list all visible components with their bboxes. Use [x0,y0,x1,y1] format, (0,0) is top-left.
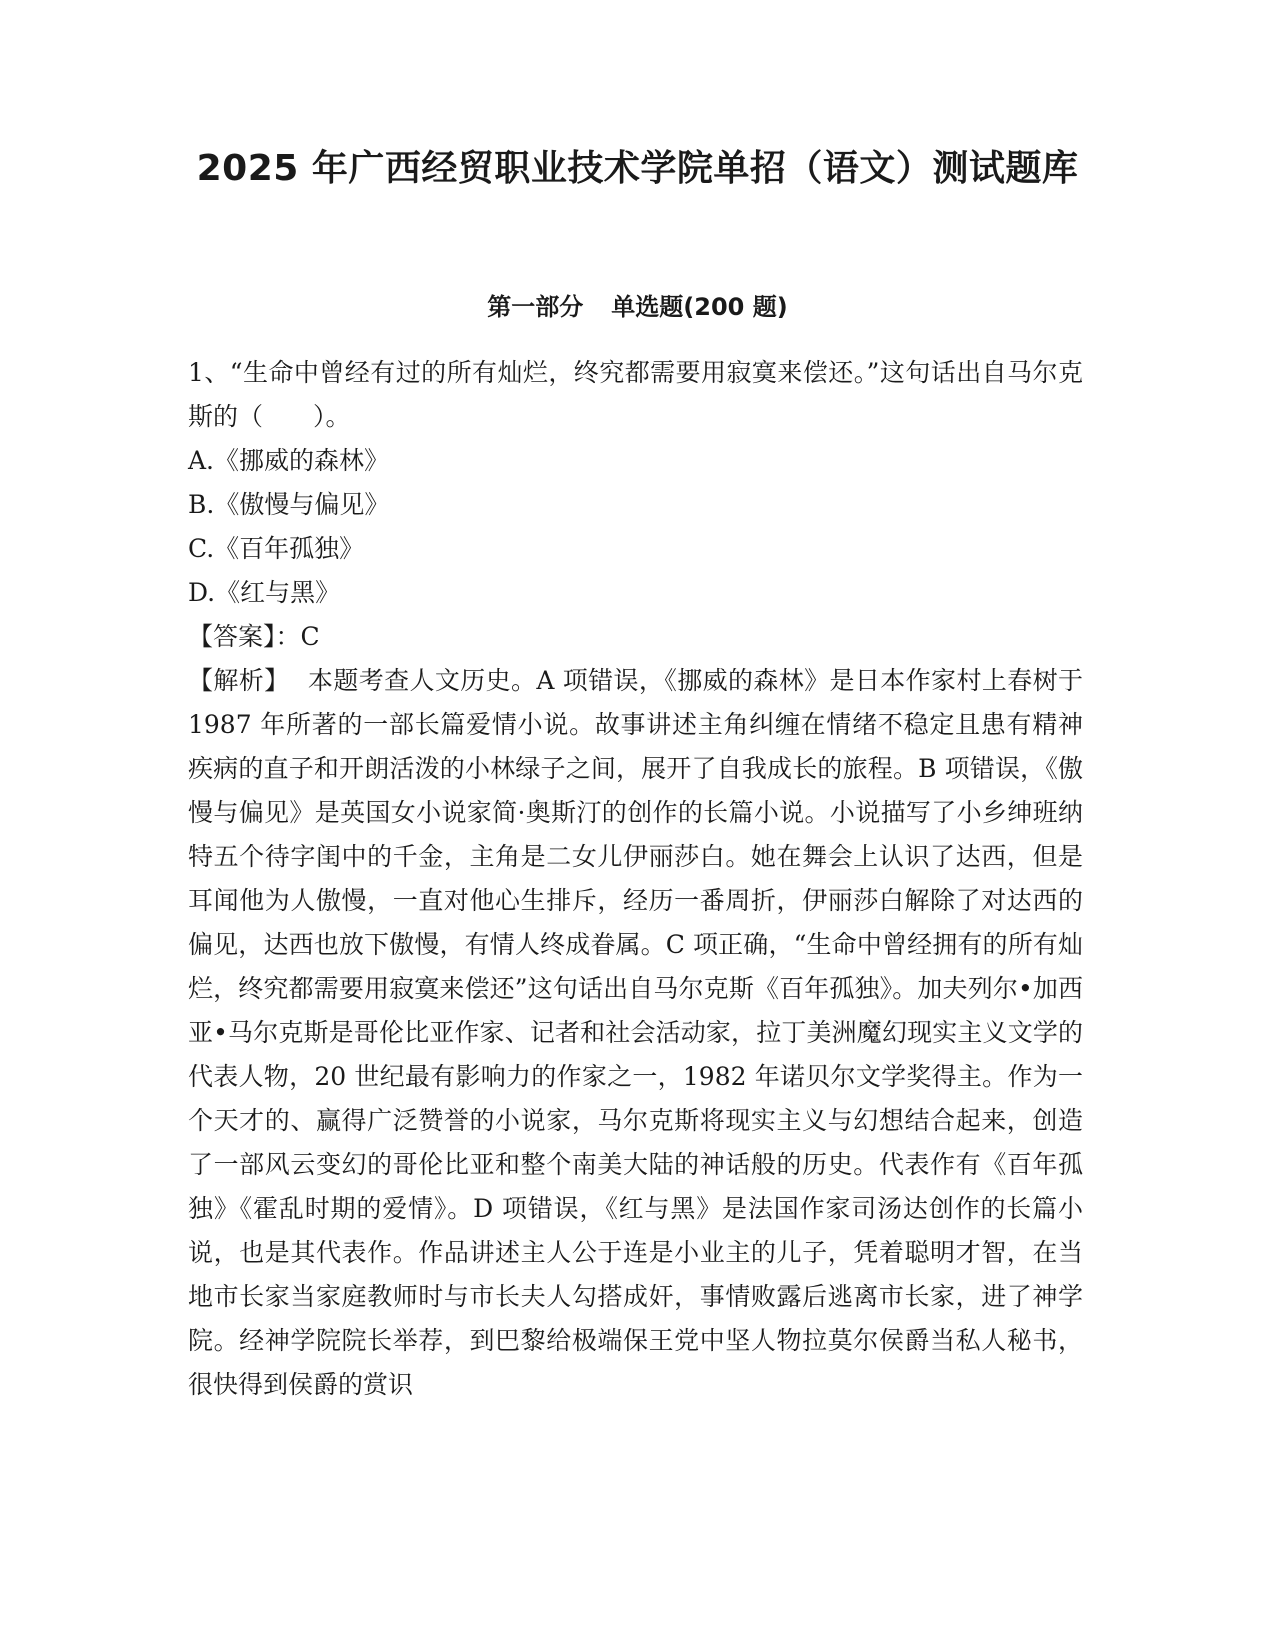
document-title: 2025 年广西经贸职业技术学院单招（语文）测试题库 [196,148,1079,189]
option-c: C.《百年孤独》 [188,534,365,563]
option-a: A.《挪威的森林》 [188,446,390,475]
analysis-label: 【解析】 [188,666,290,695]
analysis-text: 本题考查人文历史。A 项错误，《挪威的森林》是日本作家村上春树于 1987 年所著的一部长篇爱情小说。故事讲述主角纠缠在情绪不稳定且患有精神疾病的直子和开朗活泼的小林绿子之间，展开了自我成长的旅程。B 项错误，《傲慢与偏见》是英国女小说家简·奥斯汀的创作的长篇小说。小说描写了小乡绅班纳特五个待字闺中的千金，主角是二女儿伊丽莎白。她在舞会上认识了达西，但是耳闻他为人傲慢，一直对他心生排斥，经历一番周折，伊丽莎白解除了对达西的偏见，达西也放下傲慢，有情人终成眷属。C 项正确，“生命中曾经拥有的所有灿烂，终究都需要用寂寞来偿还”这句话出自马尔克斯《百年孤独》。加夫列尔•加西亚•马尔克斯是哥伦比亚作家、记者和社会活动家，拉丁美洲魔幻现实主义文学的代表人物，20 世纪最有影响力的作家之一，1982 年诺贝尔文学奖得主。作为一个天才的、赢得广泛赞誉的小说家，马尔克斯将现实主义与幻想结合起来，创造了一部风云变幻的哥伦比亚和整个南美大陆的神话般的历史。代表作有《百年孤独》《霍乱时期的爱情》。D 项错误，《红与黑》是法国作家司汤达创作的长篇小说，也是其代表作。作品讲述主人公于连是小业主的儿子，凭着聪明才智，在当地市长家当家庭教师时与市长夫人勾搭成奸，事情败露后逃离市长家，进了神学院。经神学院院长举荐，到巴黎给极端保王党中坚人物拉莫尔侯爵当私人秘书，很快得到侯爵的赏识 [188,666,1083,1399]
analysis-paragraph [188,659,1083,1407]
option-d: D.《红与黑》 [188,578,341,607]
question-stem: 1、“生命中曾经有过的所有灿烂，终究都需要用寂寞来偿还。”这句话出自马尔克斯的（ ）。 [188,358,1083,431]
section-heading [0,290,1275,324]
section-name: 单选题(200 题) [611,293,788,321]
answer-value: ：C [275,622,320,651]
option-b: B.《傲慢与偏见》 [188,490,390,519]
section-part: 第一部分 [487,293,584,321]
answer-line [188,615,1083,659]
question-block [188,351,1083,1407]
answer-label: 【答案】 [188,622,276,651]
